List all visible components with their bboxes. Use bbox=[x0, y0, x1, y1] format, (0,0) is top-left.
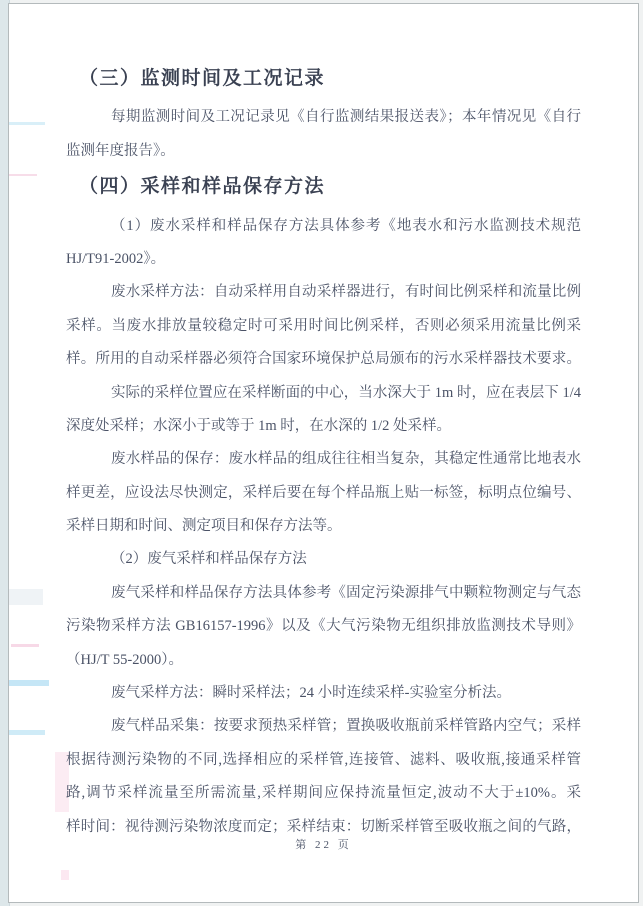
text-line: 采样日期和时间、测定项目和保存方法等。 bbox=[66, 518, 342, 535]
text-line: 每期监测时间及工况记录见《自行监测结果报送表》；本年情况见《自行 bbox=[111, 109, 581, 126]
text-line: （HJ/T 55-2000）。 bbox=[66, 651, 183, 668]
scan-artifact bbox=[9, 680, 49, 686]
text-line: 采样。当废水排放量较稳定时可采用时间比例采样，否则必须采用流量比例采 bbox=[66, 317, 581, 334]
document-page bbox=[8, 3, 639, 903]
text-line: 监测年度报告》。 bbox=[66, 142, 175, 159]
text-line: 深度处采样；水深小于或等于 1m 时，在水深的 1/2 处采样。 bbox=[66, 417, 452, 434]
text-line: 污染物采样方法 GB16157-1996》以及《大气污染物无组织排放监测技术导则》 bbox=[66, 618, 581, 635]
text-line: （2）废气采样和样品保存方法 bbox=[111, 551, 307, 568]
text-line: 废气样品采集：按要求预热采样管；置换吸收瓶前采样管路内空气；采样 bbox=[111, 718, 581, 735]
text-line: （1）废水采样和样品保存方法具体参考《地表水和污水监测技术规范 bbox=[111, 217, 581, 234]
scan-artifact bbox=[9, 122, 45, 125]
page-number: 第 22 页 bbox=[295, 839, 352, 851]
text-line: HJ/T91-2002》。 bbox=[66, 250, 166, 267]
text-line: 废水样品的保存：废水样品的组成往往相当复杂，其稳定性通常比地表水 bbox=[111, 451, 581, 468]
scan-artifact bbox=[9, 589, 43, 605]
text-line: 废气采样方法：瞬时采样法；24 小时连续采样-实验室分析法。 bbox=[111, 685, 511, 702]
scan-artifact bbox=[9, 730, 45, 735]
text-line: 样时间：视待测污染物浓度而定；采样结束：切断采样管至吸收瓶之间的气路， bbox=[66, 818, 581, 835]
text-line: 路,调节采样流量至所需流量,采样期间应保持流量恒定,波动不大于±10%。采 bbox=[66, 785, 581, 802]
text-line: 废气采样和样品保存方法具体参考《固定污染源排气中颗粒物测定与气态 bbox=[111, 584, 581, 601]
text-line: 样更差，应设法尽快测定，采样后要在每个样品瓶上贴一标签，标明点位编号、 bbox=[66, 484, 581, 501]
section-heading: （三）监测时间及工况记录 bbox=[79, 68, 326, 89]
document-content bbox=[66, 60, 581, 844]
text-line: 废水采样方法：自动采样用自动采样器进行，有时间比例采样和流量比例 bbox=[111, 284, 581, 301]
text-line: 实际的采样位置应在采样断面的中心，当水深大于 1m 时，应在表层下 1/4 bbox=[111, 384, 581, 401]
scan-artifact bbox=[9, 174, 37, 176]
section-heading: （四）采样和样品保存方法 bbox=[79, 176, 326, 198]
scan-artifact bbox=[61, 870, 69, 880]
text-line: 根据待测污染物的不同,选择相应的采样管,连接管、滤料、吸收瓶,接通采样管 bbox=[66, 751, 581, 768]
scan-artifact bbox=[11, 644, 39, 647]
text-line: 样。所用的自动采样器必须符合国家环境保护总局颁布的污水采样器技术要求。 bbox=[66, 351, 581, 368]
